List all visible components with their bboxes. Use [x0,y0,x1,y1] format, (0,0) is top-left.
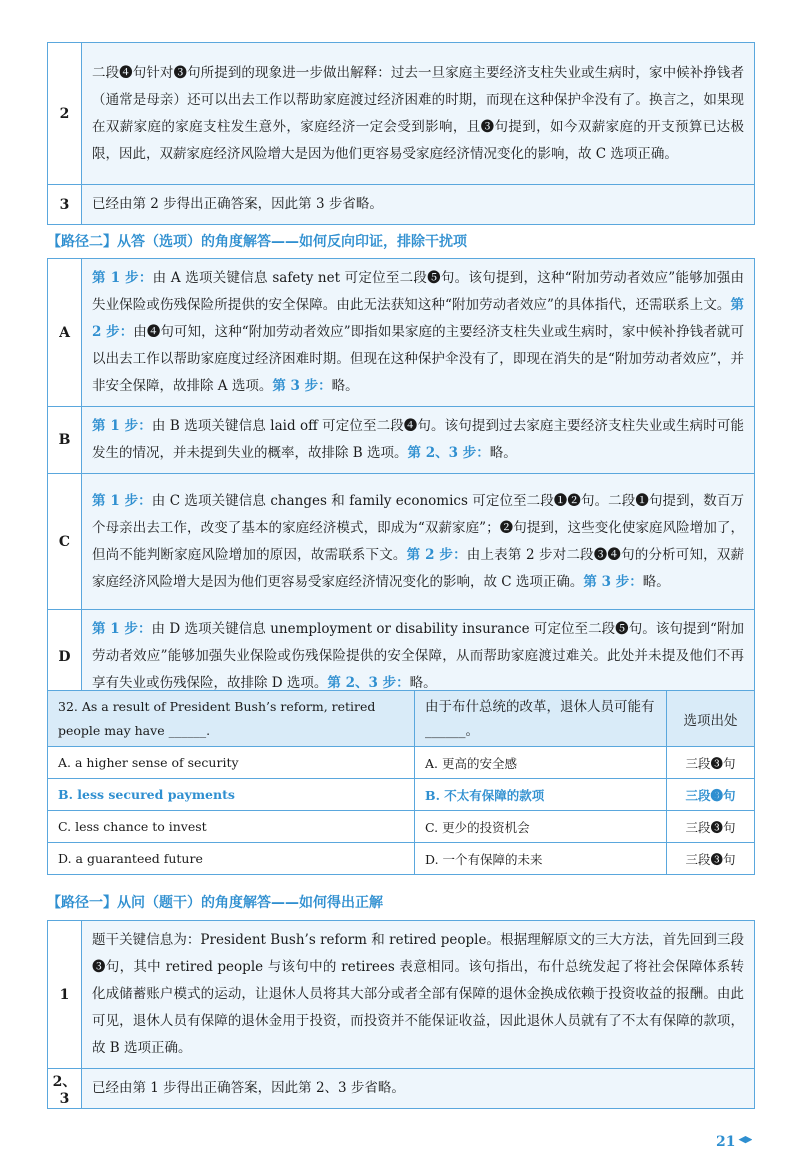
step3-label: 第 3 步： [272,378,332,394]
option-analysis [82,259,755,407]
option-source: 三段❸句 [667,747,755,779]
step2-text: 略。 [489,445,517,461]
option-analysis-table [47,258,755,704]
option-source: 三段❸句 [667,843,755,875]
option-en: C. less chance to invest [48,811,415,843]
step3-text: 略。 [642,573,670,590]
option-key: C [48,474,82,610]
path1-header: 【路径一】从问（题干）的角度解答——如何得出正解 [47,895,383,911]
step1-text: 由 D 选项关键信息 unemployment or disability insurance 可定位至二段❺句。该句提到“附加劳动者效应”能够加强失业保险或伤残保险提供的安全保障，从而帮助家庭渡过难关。此处并未提及他们不再享有失业或伤残保险，故排除 D 选项。 [92,621,744,691]
graduation-cap-icon [738,1136,752,1145]
option-key: D [48,610,82,704]
step1-text: 由 A 选项关键信息 safety net 可定位至二段❺句。该句提到，这种“附加劳动者效应”能够加强由失业保险或伤残保险所提供的安全保障。由此无法获知这种“附加劳动者效应”的具体指代，还需联系上文。 [92,270,744,313]
step2-label: 第 2 步： [406,546,467,563]
step-text: 题干关键信息为：President Bush’s reform 和 retired people。根据理解原文的三大方法，首先回到三段❸句，其中 retired people 与该句中的 retirees 表意相同。该句指出，布什总统发起了将社会保障体系转化成储蓄账户模式的运动，让退休人员将其大部分或者全部有保障的退休金换成依赖于投资收益的报酬。由此可见，退休人员有保障的退休金用于投资，而投资并不能保证收益，因此退休人员就有了不太有保障的款项，故 B 选项正确。 [82,921,755,1069]
step-key: 2 [48,43,82,185]
step2-label: 第 2、3 步： [407,445,490,461]
step1-label: 第 1 步： [92,418,152,434]
option-en: A. a higher sense of security [48,747,415,779]
step2-text: 由❹句可知，这种“附加劳动者效应”即指如果家庭的主要经济支柱失业或生病时，家中候补挣钱者就可以出去工作以帮助家庭度过经济困难时期。但现在这种保护伞没有了，即现在消失的是“附加劳动者效应”，并非安全保障，故排除 A 选项。 [92,324,744,394]
step1-text: 由 C 选项关键信息 changes 和 family economics 可定位至二段❶❷句。二段❶句提到，数百万个母亲出去工作，改变了基本的家庭经济模式，即成为“双薪家庭”；❷句提到，这些变化使家庭风险增加了，但尚不能判断家庭风险增加的原因，故需联系下文。 [92,492,744,563]
page-number [716,1134,752,1150]
step-key: 1 [48,921,82,1069]
step3-text: 略。 [331,378,359,394]
step-text: 已经由第 1 步得出正确答案，因此第 2、3 步省略。 [82,1069,755,1109]
option-en-correct: B. less secured payments [48,779,415,811]
step-key: 3 [48,185,82,225]
analysis-table-bottom [47,920,755,1109]
step1-text: 由 B 选项关键信息 laid off 可定位至二段❹句。该句提到过去家庭主要经济支柱失业或生病时可能发生的情况，并未提到失业的概率，故排除 B 选项。 [92,418,744,461]
path2-header: 【路径二】从答（选项）的角度解答——如何反向印证，排除干扰项 [47,234,467,250]
option-source: 三段❸句 [667,811,755,843]
step-key: 2、3 [48,1069,82,1109]
option-en: D. a guaranteed future [48,843,415,875]
option-key: B [48,407,82,474]
step2-label: 第 2 步： [92,297,744,340]
step2-text: 略。 [409,675,437,691]
analysis-table-top [47,42,755,225]
step2-text: 由上表第 2 步对二段❸❹句的分析可知，双薪家庭经济风险增大是因为他们更容易受家庭经济情况变化的影响，故 C 选项正确。 [92,546,745,590]
source-header: 选项出处 [667,691,755,747]
option-key: A [48,259,82,407]
step1-label: 第 1 步： [92,621,152,637]
page-number-text: 21 [716,1134,736,1150]
option-zh: C. 更少的投资机会 [415,811,667,843]
step-text: 已经由第 2 步得出正确答案，因此第 3 步省略。 [82,185,755,225]
option-analysis [82,474,755,610]
option-analysis [82,407,755,474]
option-zh: A. 更高的安全感 [415,747,667,779]
step1-label: 第 1 步： [92,492,152,509]
step3-label: 第 3 步： [583,573,643,590]
question-32-table [47,690,755,875]
option-source-correct: 三段❸句 [667,779,755,811]
step2-label: 第 2、3 步： [327,675,410,691]
step1-label: 第 1 步： [92,270,153,286]
question-stem-en: 32. As a result of President Bush’s reform, retired people may have ______. [48,691,415,747]
step-text: 二段❹句针对❸句所提到的现象进一步做出解释：过去一旦家庭主要经济支柱失业或生病时，家中候补挣钱者（通常是母亲）还可以出去工作以帮助家庭渡过经济困难的时期，而现在这种保护伞没有了。换言之，如果现在双薪家庭的家庭支柱发生意外，家庭经济一定会受到影响，且❸句提到，如今双薪家庭的开支预算已达极限，因此，双薪家庭经济风险增大是因为他们更容易受家庭经济情况变化的影响，故 C 选项正确。 [82,43,755,185]
option-zh-correct: B. 不太有保障的款项 [415,779,667,811]
option-zh: D. 一个有保障的未来 [415,843,667,875]
question-stem-zh: 由于布什总统的改革，退休人员可能有______。 [415,691,667,747]
